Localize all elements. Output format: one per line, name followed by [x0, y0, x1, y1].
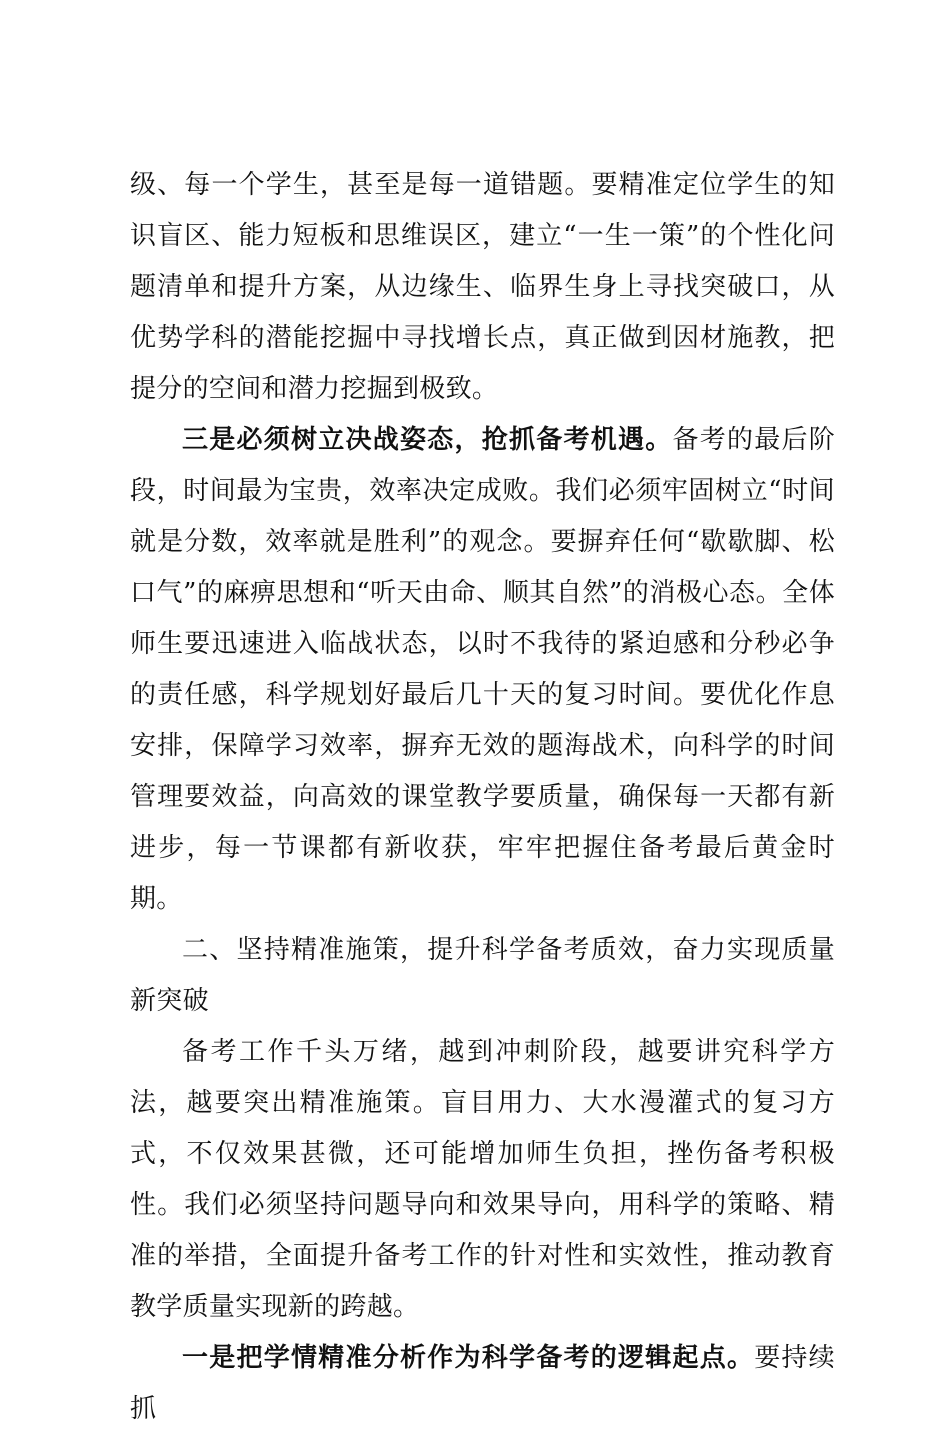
paragraph-text: 备考工作千头万绪，越到冲刺阶段，越要讲究科学方法，越要突出精准施策。盲目用力、大水漫灌式的复习方式，不仅效果甚微，还可能增加师生负担，挫伤备考积极性。我们必须坚持问题导向和效果导向，用科学的策略、精准的举措，全面提升备考工作的针对性和实效性，推动教育教学质量实现新的跨越。 [130, 1037, 835, 1322]
section-heading-text: 二、坚持精准施策，提升科学备考质效，奋力实现质量新突破 [130, 935, 835, 1016]
paragraph-point-three [130, 415, 835, 925]
document-body [130, 160, 835, 1435]
paragraph-lead: 一是把学情精准分析作为科学备考的逻辑起点。 [182, 1343, 755, 1373]
paragraph-section-intro [130, 1027, 835, 1333]
section-heading [130, 925, 835, 1027]
paragraph-continuation [130, 160, 835, 415]
paragraph-text: 级、每一个学生，甚至是每一道错题。要精准定位学生的知识盲区、能力短板和思维误区，建立“一生一策”的个性化问题清单和提升方案，从边缘生、临界生身上寻找突破口，从优势学科的潜能挖掘中寻找增长点，真正做到因材施教，把提分的空间和潜力挖掘到极致。 [130, 170, 835, 404]
paragraph-lead: 三是必须树立决战姿态，抢抓备考机遇。 [182, 425, 673, 455]
paragraph-text: 要持续抓 [130, 1343, 835, 1424]
paragraph-text: 备考的最后阶段，时间最为宝贵，效率决定成败。我们必须牢固树立“时间就是分数，效率就是胜利”的观念。要摒弃任何“歇歇脚、松口气”的麻痹思想和“听天由命、顺其自然”的消极心态。全体师生要迅速进入临战状态，以时不我待的紧迫感和分秒必争的责任感，科学规划好最后几十天的复习时间。要优化作息安排，保障学习效率，摒弃无效的题海战术，向科学的时间管理要效益，向高效的课堂教学要质量，确保每一天都有新进步，每一节课都有新收获，牢牢把握住备考最后黄金时期。 [130, 425, 835, 914]
paragraph-point-one [130, 1333, 835, 1435]
